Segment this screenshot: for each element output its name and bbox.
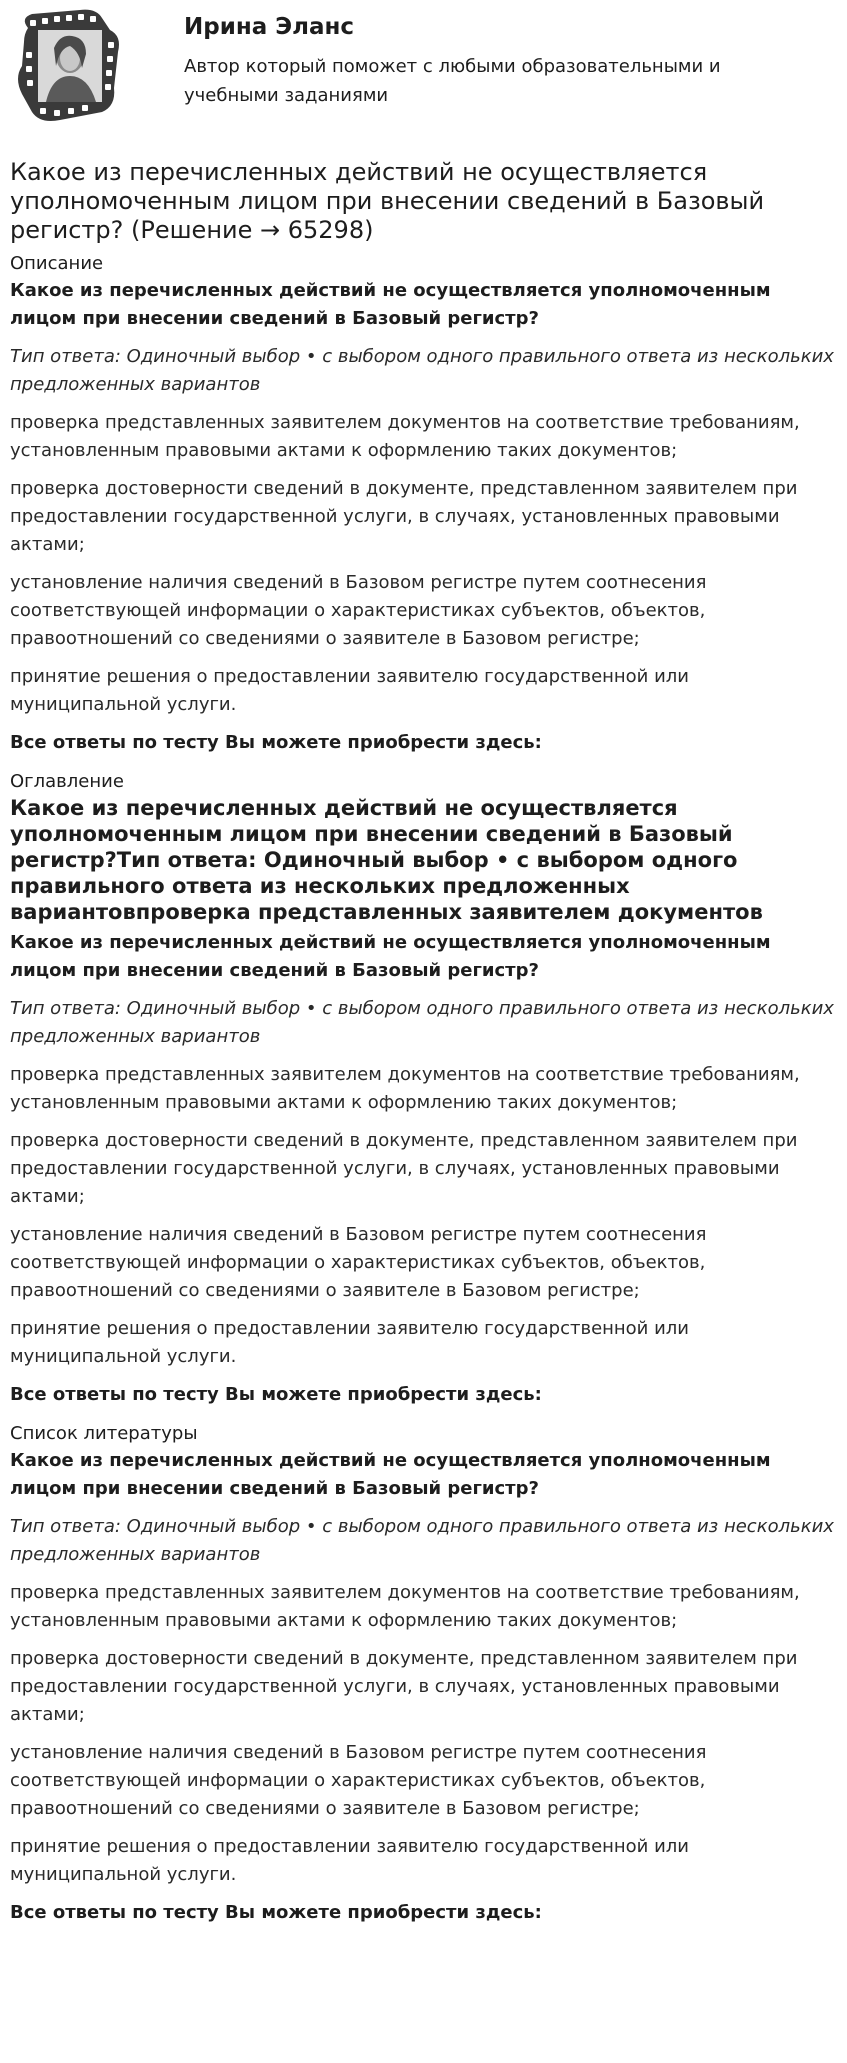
buy-answers-text: Все ответы по тесту Вы можете приобрести здесь: xyxy=(10,1384,542,1405)
avatar-photo-icon[interactable] xyxy=(10,8,130,126)
author-name[interactable]: Ирина Эланс xyxy=(184,14,355,40)
answer-option: принятие решения о предоставлении заявителю государственной или муниципальной услуги. xyxy=(10,1836,690,1885)
answer-option: принятие решения о предоставлении заявителю государственной или муниципальной услуги. xyxy=(10,666,690,715)
section-label-literature: Список литературы xyxy=(10,1423,198,1444)
answer-option: проверка представленных заявителем документов на соответствие требованиям, установленным правовыми актами к оформлению таких документов; xyxy=(10,1582,800,1631)
author-description: Автор который поможет с любыми образовательными и учебными заданиями xyxy=(184,56,721,106)
question-text: Какое из перечисленных действий не осуществляется уполномоченным лицом при внесении сведений в Базовый регистр? xyxy=(10,932,771,981)
toc-heading[interactable]: Какое из перечисленных действий не осуществляется уполномоченным лицом при внесении сведений в Базовый регистр?Тип ответа: Одиночный выбор • с выбором одного правильного ответа из нескольких предложенных вариантовпроверка представленных заявителем документов xyxy=(10,796,763,924)
page-title: Какое из перечисленных действий не осуществляется уполномоченным лицом при внесении сведений в Базовый регистр? (Решение → 65298) xyxy=(10,158,765,244)
description-section xyxy=(10,251,837,757)
answer-type: Тип ответа: Одиночный выбор • с выбором одного правильного ответа из нескольких предложенных вариантов xyxy=(10,998,834,1047)
answer-option: проверка достоверности сведений в документе, представленном заявителем при предоставлении государственной услуги, в случаях, установленных правовыми актами; xyxy=(10,1648,798,1725)
answer-option: установление наличия сведений в Базовом регистре путем соотнесения соответствующей информации о характеристиках субъектов, объектов, правоотношений со сведениями о заявителе в Базовом регистре; xyxy=(10,1224,707,1301)
answer-type: Тип ответа: Одиночный выбор • с выбором одного правильного ответа из нескольких предложенных вариантов xyxy=(10,346,834,395)
section-label-toc: Оглавление xyxy=(10,771,124,792)
answer-type: Тип ответа: Одиночный выбор • с выбором одного правильного ответа из нескольких предложенных вариантов xyxy=(10,1516,834,1565)
section-label-description: Описание xyxy=(10,253,104,274)
literature-section xyxy=(10,1421,837,1927)
answer-option: проверка представленных заявителем документов на соответствие требованиям, установленным правовыми актами к оформлению таких документов; xyxy=(10,1064,800,1113)
page xyxy=(0,8,847,1927)
answer-option: проверка достоверности сведений в документе, представленном заявителем при предоставлении государственной услуги, в случаях, установленных правовыми актами; xyxy=(10,478,798,555)
answer-option: установление наличия сведений в Базовом регистре путем соотнесения соответствующей информации о характеристиках субъектов, объектов, правоотношений со сведениями о заявителе в Базовом регистре; xyxy=(10,1742,707,1819)
question-text: Какое из перечисленных действий не осуществляется уполномоченным лицом при внесении сведений в Базовый регистр? xyxy=(10,1450,771,1499)
answer-option: проверка представленных заявителем документов на соответствие требованиям, установленным правовыми актами к оформлению таких документов; xyxy=(10,412,800,461)
answer-option: проверка достоверности сведений в документе, представленном заявителем при предоставлении государственной услуги, в случаях, установленных правовыми актами; xyxy=(10,1130,798,1207)
buy-answers-text: Все ответы по тесту Вы можете приобрести здесь: xyxy=(10,732,542,753)
answer-option: установление наличия сведений в Базовом регистре путем соотнесения соответствующей информации о характеристиках субъектов, объектов, правоотношений со сведениями о заявителе в Базовом регистре; xyxy=(10,572,707,649)
toc-section xyxy=(10,769,837,1409)
author-card xyxy=(10,8,837,140)
question-text: Какое из перечисленных действий не осуществляется уполномоченным лицом при внесении сведений в Базовый регистр? xyxy=(10,280,771,329)
buy-answers-text: Все ответы по тесту Вы можете приобрести здесь: xyxy=(10,1902,542,1923)
answer-option: принятие решения о предоставлении заявителю государственной или муниципальной услуги. xyxy=(10,1318,690,1367)
